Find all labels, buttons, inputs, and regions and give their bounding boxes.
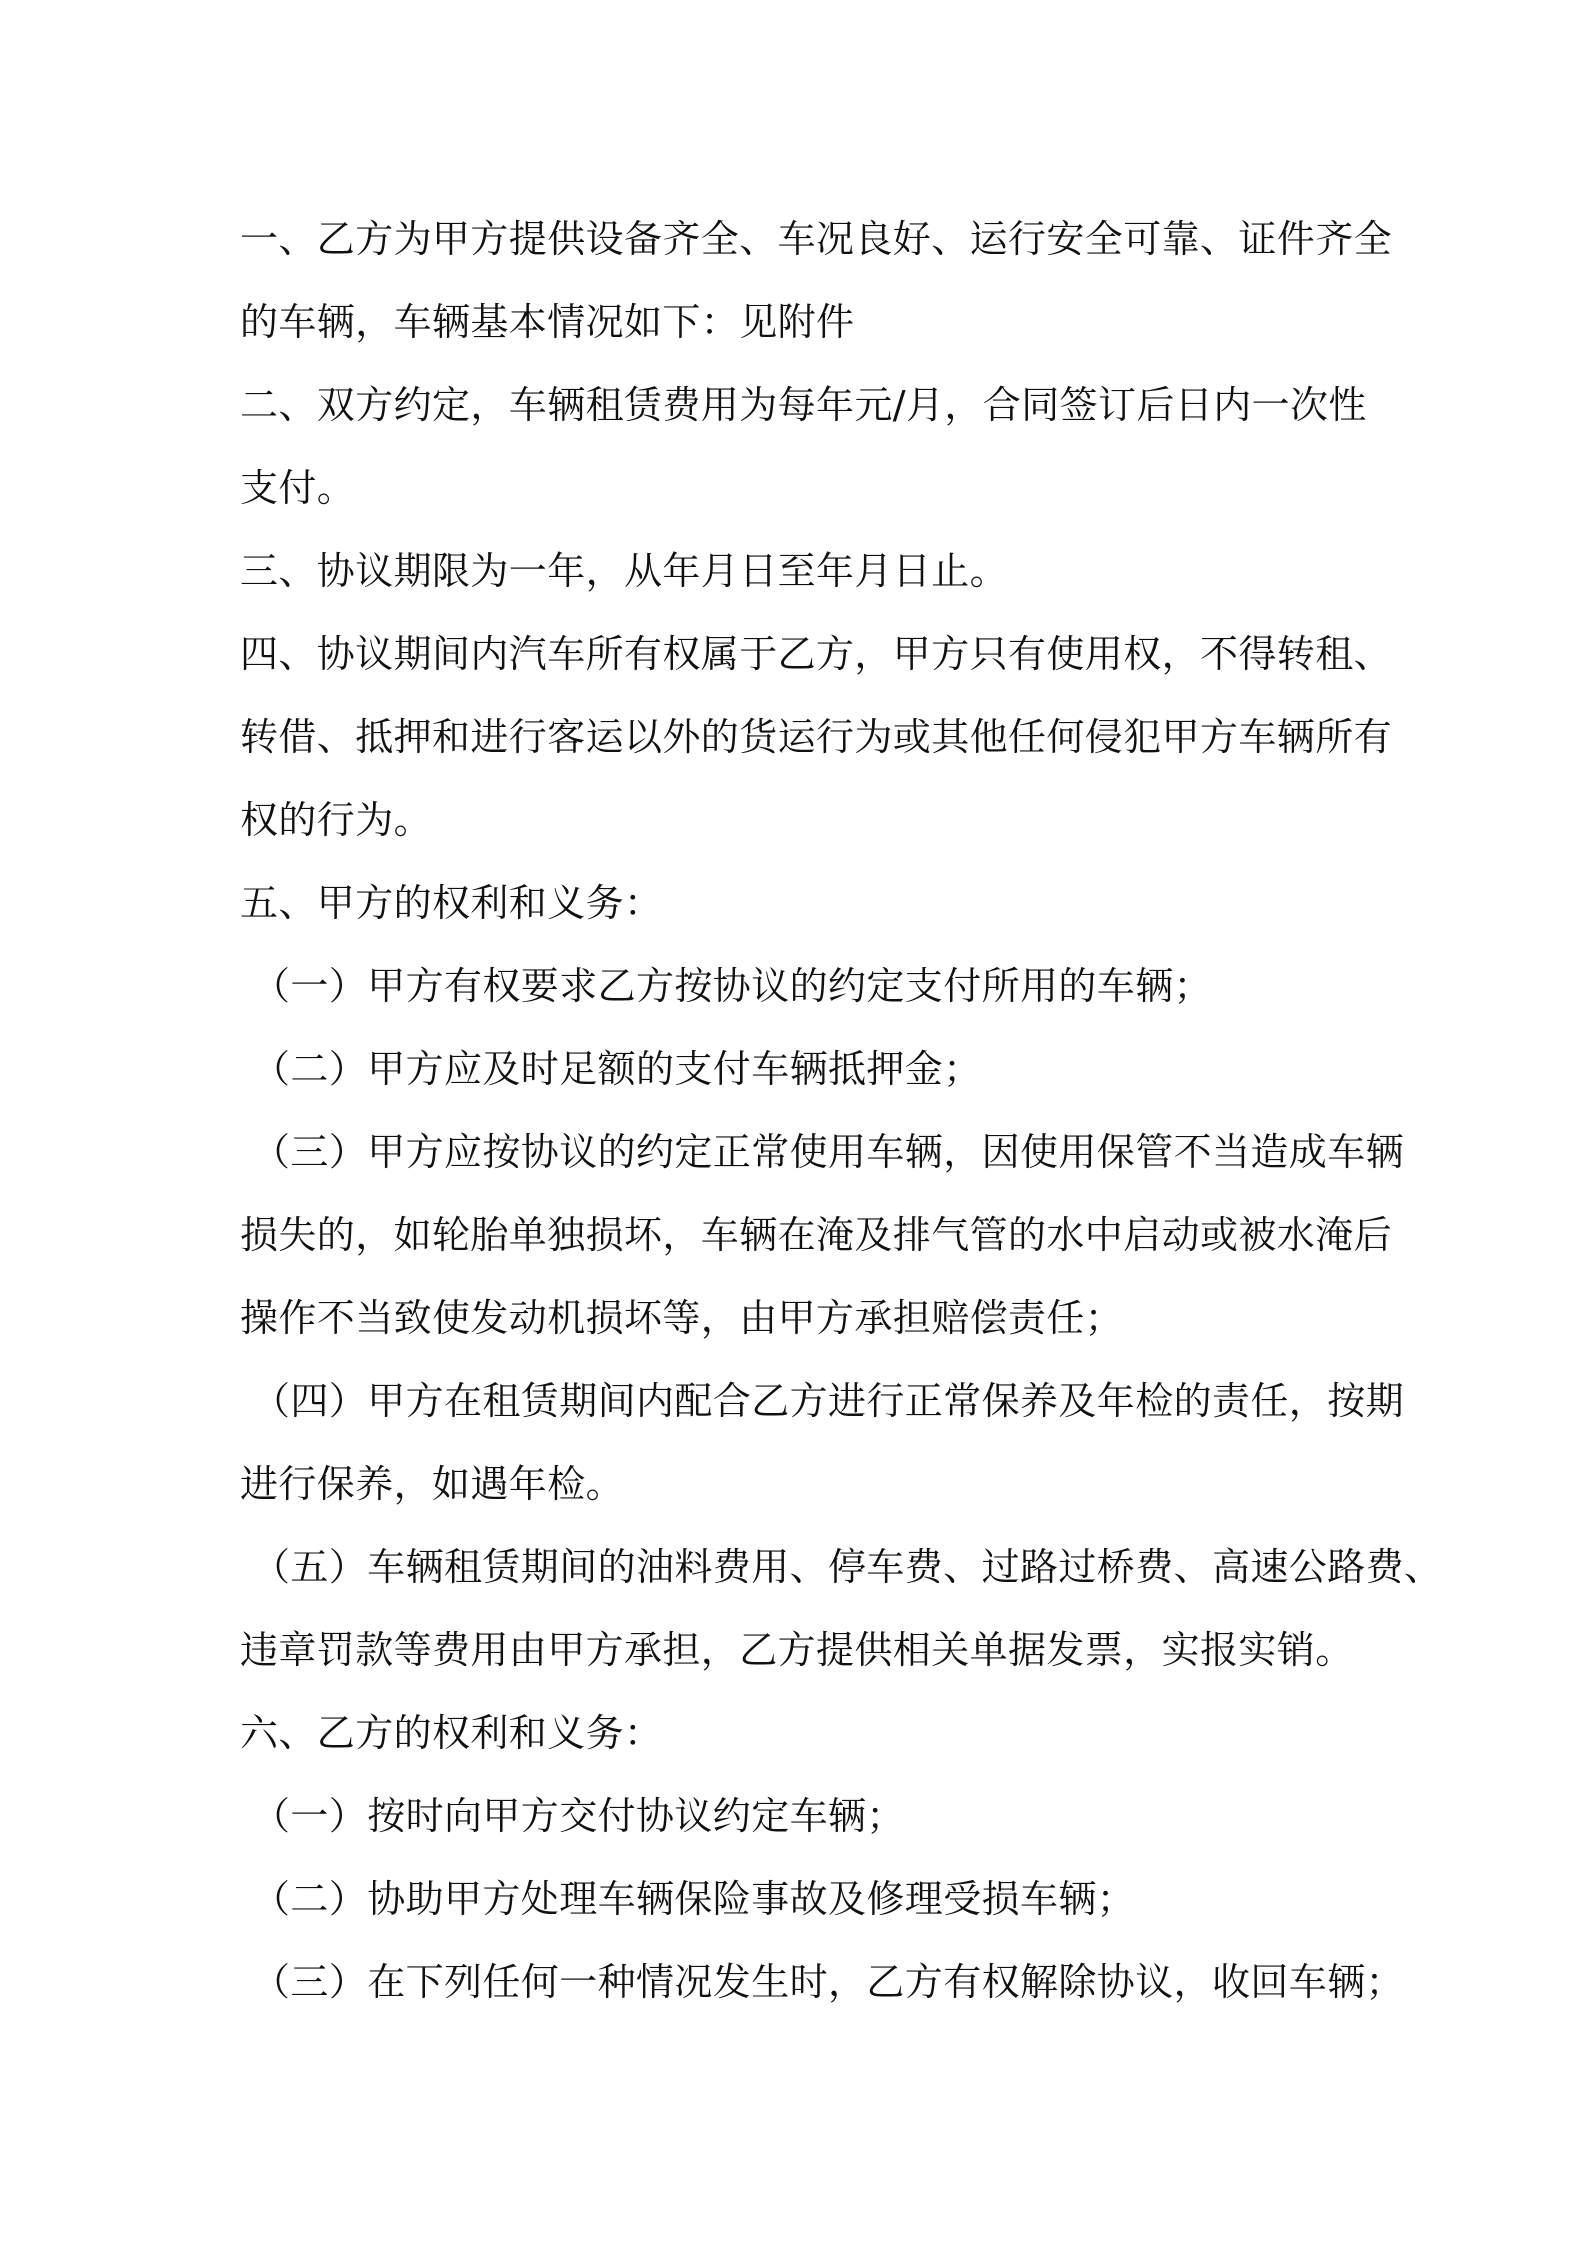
text-line: （四）甲方在租赁期间内配合乙方进行正常保养及年检的责任，按期 (252, 1379, 1405, 1423)
text-line: （二）协助甲方处理车辆保险事故及修理受损车辆； (252, 1877, 1136, 1921)
text-line: 一、乙方为甲方提供设备齐全、车况良好、运行安全可靠、证件齐全 (240, 217, 1393, 261)
clause-4 (240, 613, 1393, 862)
text-line: 的车辆，车辆基本情况如下：见附件 (240, 300, 855, 344)
clause-5-item-5 (240, 1526, 1443, 1692)
text-line: （二）甲方应及时足额的支付车辆抵押金； (252, 1047, 982, 1091)
clause-1 (240, 198, 1393, 364)
text-line: 六、乙方的权利和义务： (240, 1711, 663, 1755)
clause-5-heading (240, 862, 1355, 945)
clause-5-item-2 (240, 1028, 1355, 1111)
text-line: 四、协议期间内汽车所有权属于乙方，甲方只有使用权，不得转租、 (240, 632, 1393, 676)
clause-6-item-2 (240, 1858, 1355, 1941)
text-line: 支付。 (240, 466, 356, 510)
text-line: 损失的，如轮胎单独损坏，车辆在淹及排气管的水中启动或被水淹后 (240, 1213, 1393, 1257)
text-line: 二、双方约定，车辆租赁费用为每年元/月，合同签订后日内一次性 (240, 383, 1367, 427)
clause-6-item-3 (240, 1941, 1405, 2024)
text-line: 权的行为。 (240, 798, 433, 842)
text-line: 进行保养，如遇年检。 (240, 1462, 625, 1506)
text-line: （一）甲方有权要求乙方按协议的约定支付所用的车辆； (252, 964, 1213, 1008)
clause-2 (240, 364, 1367, 530)
clause-5-item-3 (240, 1111, 1405, 1360)
text-line: （一）按时向甲方交付协议约定车辆； (252, 1794, 905, 1838)
clause-3 (240, 530, 1355, 613)
text-line: （五）车辆租赁期间的油料费用、停车费、过路过桥费、高速公路费、 (252, 1545, 1443, 1589)
text-line: （三）在下列任何一种情况发生时，乙方有权解除协议，收回车辆； (252, 1960, 1405, 2004)
text-line: （三）甲方应按协议的约定正常使用车辆，因使用保管不当造成车辆 (252, 1130, 1405, 1174)
clause-5-item-4 (240, 1360, 1405, 1526)
text-line: 三、协议期限为一年，从年月日至年月日止。 (240, 549, 1009, 593)
clause-5-item-1 (240, 945, 1355, 1028)
text-line: 五、甲方的权利和义务： (240, 881, 663, 925)
clause-6-item-1 (240, 1775, 1355, 1858)
text-line: 转借、抵押和进行客运以外的货运行为或其他任何侵犯甲方车辆所有 (240, 715, 1393, 759)
contract-body (240, 198, 1443, 2024)
text-line: 违章罚款等费用由甲方承担，乙方提供相关单据发票，实报实销。 (240, 1628, 1354, 1672)
clause-6-heading (240, 1692, 1355, 1775)
text-line: 操作不当致使发动机损坏等，由甲方承担赔偿责任； (240, 1296, 1124, 1340)
